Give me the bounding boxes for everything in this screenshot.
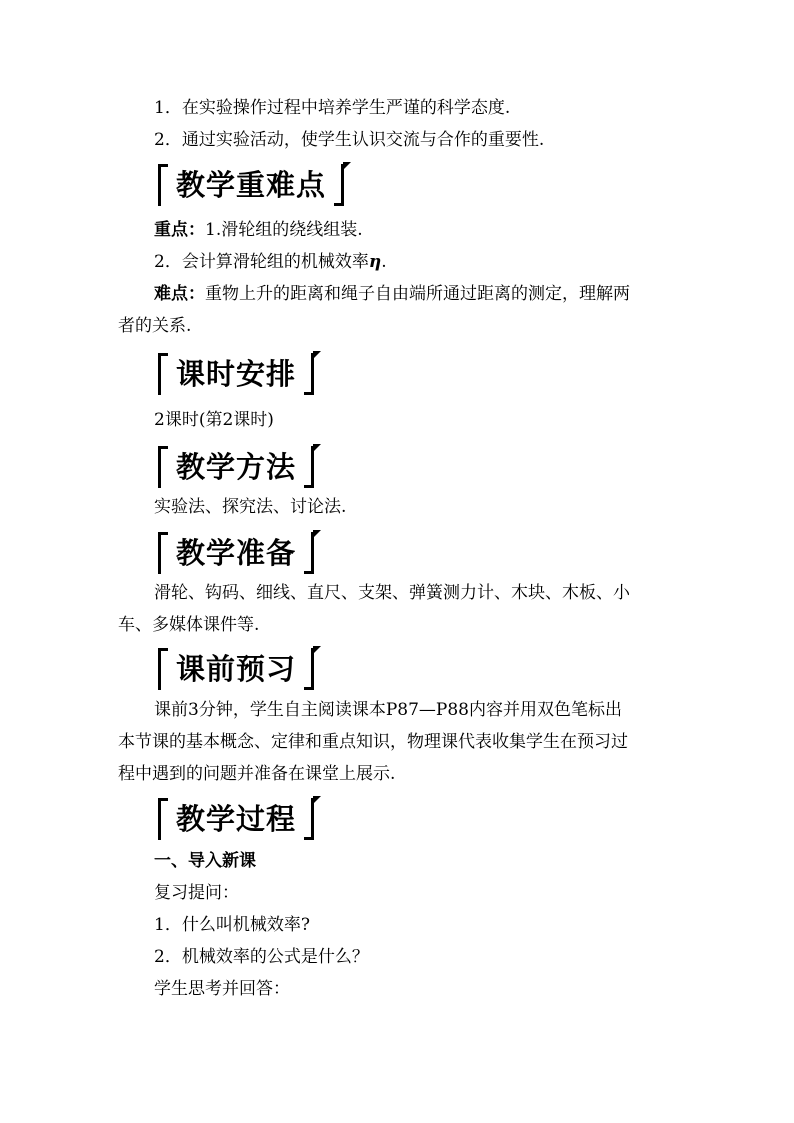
left-bracket-icon — [154, 796, 164, 842]
left-bracket-icon — [154, 530, 164, 576]
heading-preparation: 教学准备 — [154, 530, 318, 576]
preparation-line-1: 滑轮、钩码、细线、直尺、支架、弹簧测力计、木块、木板、小 — [154, 583, 630, 603]
left-bracket-icon — [154, 444, 164, 490]
preview-line-1: 课前3分钟，学生自主阅读课本P87—P88内容并用双色笔标出 — [154, 700, 622, 720]
heading-schedule: 课时安排 — [154, 351, 318, 397]
objective-item-1: 1．在实验操作过程中培养学生严谨的科学态度. — [154, 98, 511, 118]
left-bracket-icon — [154, 162, 164, 208]
key-point-2: 2．会计算滑轮组的机械效率η. — [154, 252, 387, 272]
heading-methods: 教学方法 — [154, 444, 318, 490]
process-answer: 学生思考并回答： — [154, 979, 290, 999]
right-bracket-icon — [308, 351, 318, 397]
difficult-point-line-1: 难点：重物上升的距离和绳子自由端所通过距离的测定，理解两 — [154, 284, 630, 304]
right-bracket-icon — [338, 162, 348, 208]
key-point-1: 重点：1.滑轮组的绕线组装. — [154, 220, 363, 240]
right-bracket-icon — [308, 530, 318, 576]
objective-item-2: 2．通过实验活动，使学生认识交流与合作的重要性. — [154, 130, 545, 150]
right-bracket-icon — [308, 646, 318, 692]
methods-text: 实验法、探究法、讨论法. — [154, 497, 347, 517]
left-bracket-icon — [154, 646, 164, 692]
process-section-1: 一、导入新课 — [154, 851, 256, 871]
heading-preview: 课前预习 — [154, 646, 318, 692]
process-question-2: 2．机械效率的公式是什么？ — [154, 947, 369, 967]
preview-line-3: 程中遇到的问题并准备在课堂上展示. — [118, 764, 396, 784]
heading-process: 教学过程 — [154, 796, 318, 842]
schedule-text: 2课时(第2课时) — [154, 410, 274, 430]
heading-key-difficult: 教学重难点 — [154, 162, 348, 208]
process-question-1: 1．什么叫机械效率? — [154, 915, 310, 935]
preparation-line-2: 车、多媒体课件等. — [118, 615, 260, 635]
preview-line-2: 本节课的基本概念、定律和重点知识，物理课代表收集学生在预习过 — [118, 732, 628, 752]
left-bracket-icon — [154, 351, 164, 397]
right-bracket-icon — [308, 796, 318, 842]
process-review: 复习提问： — [154, 883, 239, 903]
difficult-point-line-2: 者的关系. — [118, 316, 192, 336]
right-bracket-icon — [308, 444, 318, 490]
